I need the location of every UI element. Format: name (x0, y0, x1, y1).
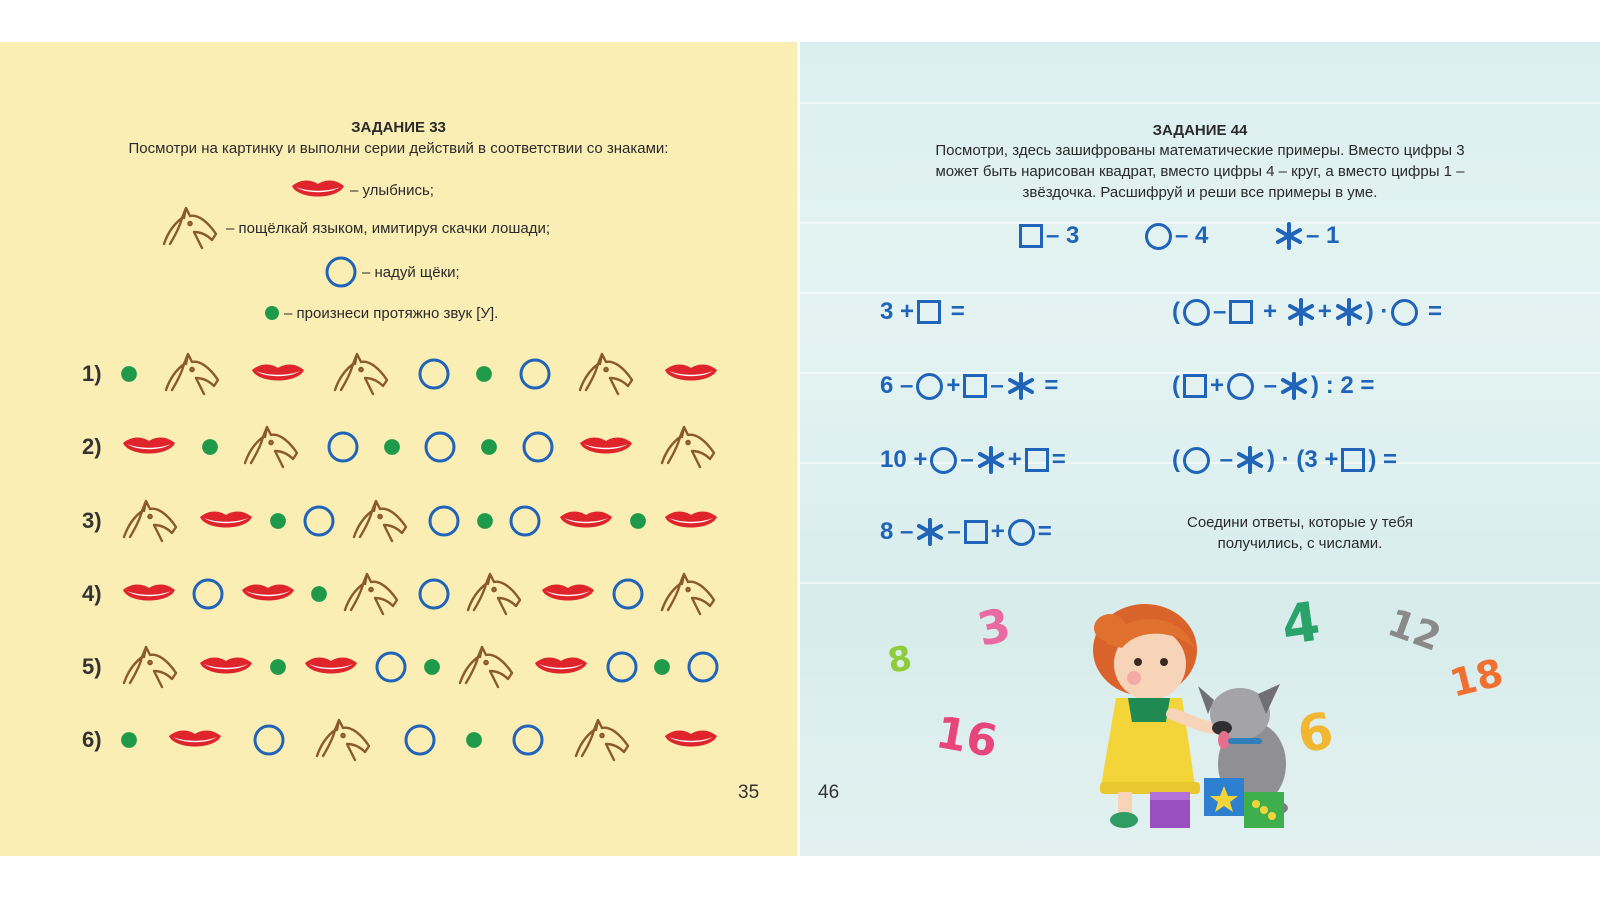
number-12: 12 (1382, 600, 1447, 660)
circle-icon (374, 650, 408, 684)
lips-icon (557, 507, 615, 535)
circle-icon (605, 650, 639, 684)
dot-icon (264, 305, 280, 321)
legend-lips (290, 172, 434, 208)
connect-instruction (1130, 512, 1470, 554)
dot-icon (465, 731, 483, 749)
horse-icon (456, 642, 518, 692)
instruction-line: может быть нарисован квадрат, вместо цифры 4 – круг, а вместо цифры 1 – (935, 163, 1465, 180)
number-3: 3 (972, 597, 1016, 657)
asterisk-icon (977, 446, 1005, 474)
symbol-sequence (120, 347, 722, 401)
horse-icon (331, 349, 393, 399)
example-6: ( + – ) : 2 = (1172, 372, 1375, 399)
example-2: 6 – + – = (880, 372, 1059, 399)
horse-icon (313, 715, 375, 765)
legend-dot-text: – произнеси протяжно звук [У]. (284, 304, 499, 322)
lips-icon (662, 726, 720, 754)
circle-icon (508, 504, 542, 538)
connect-line: получились, с числами. (1217, 535, 1383, 552)
row-number: 5) (82, 654, 102, 679)
lips-icon (249, 360, 307, 388)
circle-icon (511, 723, 545, 757)
horse-icon (160, 204, 222, 252)
dot-icon (629, 512, 647, 530)
circle-icon (611, 577, 645, 611)
key-circle-text: – 4 (1175, 222, 1209, 249)
legend-horse-text: – пощёлкай языком, имитируя скачки лошади; (226, 219, 551, 237)
number-4: 4 (1277, 589, 1324, 658)
asterisk-icon (1236, 446, 1264, 474)
key-square-text: – 3 (1046, 222, 1080, 249)
row-number: 6) (82, 727, 102, 752)
square-icon (1019, 224, 1043, 248)
circle-icon (1183, 447, 1210, 474)
circle-icon (1145, 223, 1172, 250)
horse-icon (576, 349, 638, 399)
circle-icon (1008, 519, 1035, 546)
lips-icon (577, 433, 635, 461)
page-number: 46 (818, 782, 840, 803)
instruction-line: звёздочка. Расшифруй и реши все примеры в уме. (1022, 184, 1378, 201)
asterisk-icon (1335, 298, 1363, 326)
dot-icon (475, 365, 493, 383)
left-page (0, 42, 797, 856)
dot-icon (480, 438, 498, 456)
square-icon (1025, 448, 1049, 472)
circle-icon (324, 255, 358, 289)
circle-icon (930, 447, 957, 474)
legend-dot (264, 298, 498, 328)
circle-icon (417, 577, 451, 611)
lips-icon (120, 580, 178, 608)
horse-icon (350, 496, 412, 546)
example-4: 8 – – + = (880, 518, 1052, 545)
horse-icon (464, 569, 526, 619)
example-7: ( – ) · (3 + ) = (1172, 446, 1398, 473)
dot-icon (201, 438, 219, 456)
horse-icon (120, 496, 182, 546)
lips-icon (197, 653, 255, 681)
key-asterisk (1272, 222, 1339, 250)
circle-icon (686, 650, 720, 684)
exercise-row (82, 494, 722, 548)
horse-icon (658, 569, 720, 619)
key-circle (1142, 222, 1208, 250)
legend-lips-text: – улыбнись; (350, 181, 434, 199)
asterisk-icon (1280, 372, 1308, 400)
dot-icon (269, 512, 287, 530)
lips-icon (197, 507, 255, 535)
horse-icon (341, 569, 403, 619)
exercise-row (82, 713, 722, 767)
lips-icon (120, 433, 178, 461)
row-number: 1) (82, 361, 102, 386)
right-page (800, 42, 1600, 856)
square-icon (917, 300, 941, 324)
dot-icon (120, 365, 138, 383)
asterisk-icon (1275, 222, 1303, 250)
circle-icon (403, 723, 437, 757)
circle-icon (417, 357, 451, 391)
page-number: 35 (738, 782, 760, 803)
circle-icon (427, 504, 461, 538)
circle-icon (521, 430, 555, 464)
instruction-line: Посмотри, здесь зашифрованы математические примеры. Вместо цифры 3 (935, 142, 1465, 159)
lips-icon (539, 580, 597, 608)
exercise-row (82, 567, 722, 621)
task-instruction (800, 140, 1600, 203)
symbol-sequence (120, 713, 722, 767)
legend-horse (160, 204, 550, 252)
horse-icon (572, 715, 634, 765)
circle-icon (1227, 373, 1254, 400)
number-8: 8 (884, 638, 915, 682)
example-3: 10 + – + = (880, 446, 1066, 473)
key-asterisk-text: – 1 (1306, 222, 1340, 249)
girl-and-dog-illustration (1040, 582, 1310, 842)
dot-icon (423, 658, 441, 676)
connect-line: Соедини ответы, которые у тебя (1186, 514, 1413, 531)
horse-icon (120, 642, 182, 692)
horse-icon (658, 422, 720, 472)
lips-icon (662, 507, 720, 535)
circle-icon (191, 577, 225, 611)
example-5: ( – + + ) · = (1172, 298, 1443, 325)
exercise-row (82, 420, 722, 474)
dot-icon (383, 438, 401, 456)
legend-circle (324, 254, 460, 290)
symbol-sequence (120, 640, 722, 694)
square-icon (1229, 300, 1253, 324)
square-icon (1183, 374, 1207, 398)
horse-icon (162, 349, 224, 399)
key-square (1016, 222, 1079, 250)
asterisk-icon (916, 518, 944, 546)
task-title: ЗАДАНИЕ 44 (1152, 122, 1248, 139)
circle-icon (1183, 299, 1210, 326)
dot-icon (476, 512, 494, 530)
lips-icon (290, 176, 346, 204)
lips-icon (662, 360, 720, 388)
task-instruction: Посмотри на картинку и выполни серии действий в соответствии со знаками: (128, 140, 669, 157)
number-18: 18 (1445, 650, 1508, 706)
symbol-sequence (120, 420, 722, 474)
circle-icon (1391, 299, 1418, 326)
number-16: 16 (932, 707, 1002, 768)
circle-icon (423, 430, 457, 464)
circle-icon (302, 504, 336, 538)
exercise-row (82, 640, 722, 694)
circle-icon (252, 723, 286, 757)
dot-icon (120, 731, 138, 749)
asterisk-icon (1007, 372, 1035, 400)
circle-icon (326, 430, 360, 464)
dot-icon (310, 585, 328, 603)
dot-icon (653, 658, 671, 676)
dot-icon (269, 658, 287, 676)
square-icon (1341, 448, 1365, 472)
row-number: 2) (82, 434, 102, 459)
square-icon (964, 520, 988, 544)
task-title: ЗАДАНИЕ 33 (351, 119, 446, 136)
symbol-sequence (120, 494, 722, 548)
circle-icon (518, 357, 552, 391)
lips-icon (166, 726, 224, 754)
legend-circle-text: – надуй щёки; (362, 263, 460, 281)
horse-icon (241, 422, 303, 472)
row-number: 3) (82, 508, 102, 533)
symbol-sequence (120, 567, 722, 621)
lips-icon (532, 653, 590, 681)
circle-icon (916, 373, 943, 400)
lips-icon (239, 580, 297, 608)
exercise-row (82, 347, 722, 401)
example-1: 3 + = (880, 298, 965, 325)
lips-icon (302, 653, 360, 681)
number-6: 6 (1293, 701, 1338, 765)
asterisk-icon (1287, 298, 1315, 326)
square-icon (963, 374, 987, 398)
row-number: 4) (82, 581, 102, 606)
